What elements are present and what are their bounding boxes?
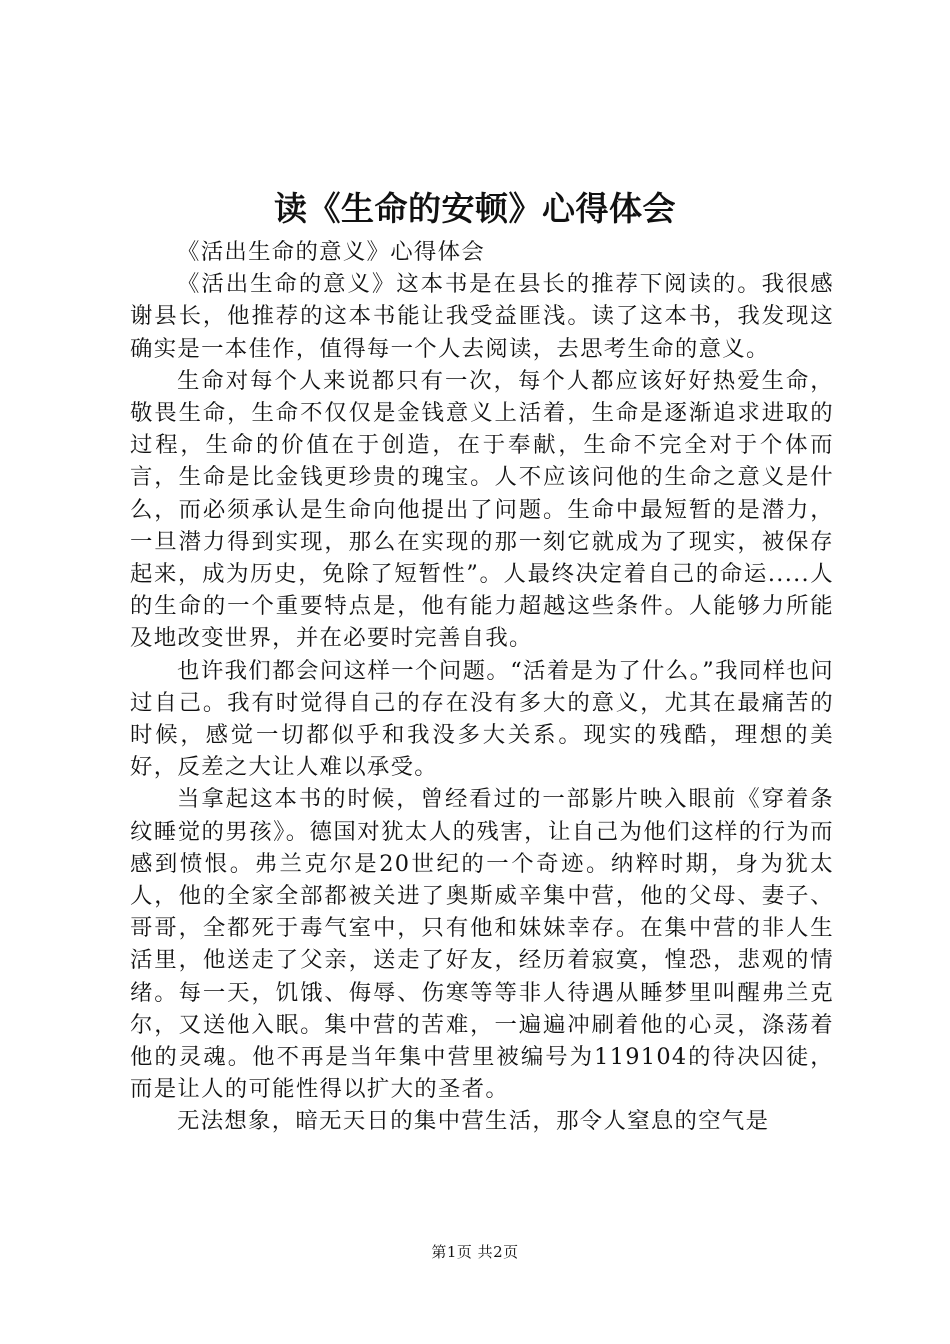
paragraph: 也许我们都会问这样一个问题。“活着是为了什么。”我同样也问过自己。我有时觉得自己的存在没有多大的意义，尤其在最痛苦的时候，感觉一切都似乎和我没多大关系。现实的残酷，理想的美好，反差之大让人难以承受。 bbox=[130, 657, 834, 781]
paragraph: 无法想象，暗无天日的集中营生活，那令人窒息的空气是 bbox=[177, 1108, 770, 1135]
paragraph: 《活出生命的意义》这本书是在县长的推荐下阅读的。我很感谢县长，他推荐的这本书能让我受益匪浅。读了这本书，我发现这确实是一本佳作，值得每一个人去阅读，去思考生命的意义。 bbox=[130, 271, 834, 362]
paragraph: 当拿起这本书的时候，曾经看过的一部影片映入眼前《穿着条纹睡觉的男孩》。德国对犹太人的残害，让自己为他们这样的行为而感到愤恨。弗兰克尔是20世纪的一个奇迹。纳粹时期，身为犹太人，他的全家全部都被关进了奥斯威辛集中营，他的父母、妻子、哥哥，全都死于毒气室中，只有他和妹妹幸存。在集中营的非人生活里，他送走了父亲，送走了好友，经历着寂寞，惶恐，悲观的情绪。每一天，饥饿、侮辱、伤寒等等非人待遇从睡梦里叫醒弗兰克尔，又送他入眠。集中营的苦难，一遍遍冲刷着他的心灵，涤荡着他的灵魂。他不再是当年集中营里被编号为119104的待决囚徒，而是让人的可能性得以扩大的圣者。 bbox=[130, 786, 834, 1103]
document-title: 读《生命的安顿》心得体会 bbox=[274, 189, 676, 228]
paragraph: 《活出生命的意义》心得体会 bbox=[177, 239, 486, 265]
page-footer: 第1页 共2页 bbox=[431, 1243, 519, 1261]
paragraph: 生命对每个人来说都只有一次，每个人都应该好好热爱生命，敬畏生命，生命不仅仅是金钱意义上活着，生命是逐渐追求进取的过程，生命的价值在于创造，在于奉献，生命不完全对于个体而言，生命是比金钱更珍贵的瑰宝。人不应该问他的生命之意义是什么，而必须承认是生命向他提出了问题。生命中最短暂的是潜力，一旦潜力得到实现，那么在实现的那一刻它就成为了现实，被保存起来，成为历史，免除了短暂性”。人最终决定着自己的命运.....人的生命的一个重要特点是，他有能力超越这些条件。人能够力所能及地改变世界，并在必要时完善自我。 bbox=[130, 367, 834, 652]
document-body bbox=[130, 236, 834, 1138]
